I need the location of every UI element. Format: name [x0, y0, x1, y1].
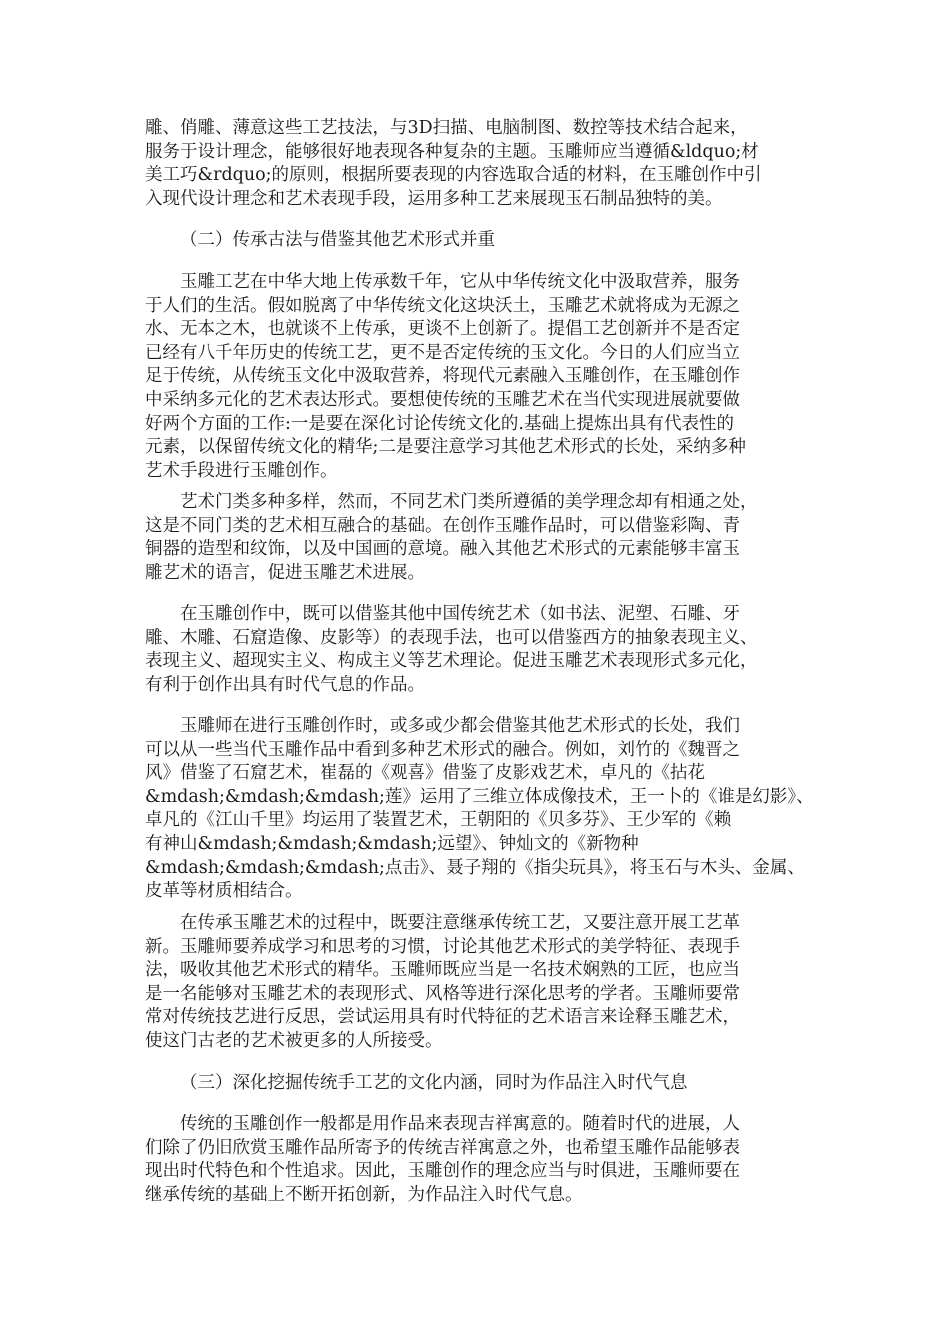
text-line: 中采纳多元化的艺术表达形式。要想使传统的玉雕艺术在当代实现进展就要做: [145, 389, 740, 410]
text-line: 卓凡的《江山千里》均运用了装置艺术，王朝阳的《贝多芬》、王少军的《赖: [145, 810, 732, 831]
paragraph-continuation: [145, 117, 805, 211]
text-line: 雕艺术的语言，促进玉雕艺术进展。: [145, 562, 425, 583]
text-line: 元素，以保留传统文化的精华;二是要注意学习其他艺术形式的长处，采纳多种: [145, 437, 746, 458]
text-line: 现出时代特色和个性追求。因此，玉雕创作的理念应当与时俱进，玉雕师要在: [145, 1161, 740, 1182]
text-line: &mdash;&mdash;&mdash;莲》运用了三维立体成像技术，王一卜的《谁是幻影》、: [145, 786, 814, 807]
paragraph: [145, 912, 805, 1054]
text-line: 好两个方面的工作:一是要在深化讨论传统文化的.基础上提炼出具有代表性的: [145, 413, 734, 434]
text-line: 雕、木雕、石窟造像、皮影等）的表现手法，也可以借鉴西方的抽象表现主义、: [145, 627, 758, 648]
text-line: 艺术手段进行玉雕创作。: [145, 460, 338, 481]
text-line: 艺术门类多种多样，然而，不同艺术门类所遵循的美学理念却有相通之处，: [180, 492, 758, 512]
text-line: 于人们的生活。假如脱离了中华传统文化这块沃土，玉雕艺术就将成为无源之: [145, 295, 740, 316]
text-line: 水、无本之木，也就谈不上传承，更谈不上创新了。提倡工艺创新并不是否定: [145, 319, 740, 340]
text-line: 铜器的造型和纹饰，以及中国画的意境。融入其他艺术形式的元素能够丰富玉: [145, 539, 740, 560]
text-line: 继承传统的基础上不断开拓创新，为作品注入时代气息。: [145, 1184, 583, 1205]
text-line: 美工巧&rdquo;的原则，根据所要表现的内容选取合适的材料，在玉雕创作中引: [145, 165, 762, 186]
paragraph: [145, 491, 805, 585]
section-heading-3: （三）深化挖掘传统手工艺的文化内涵，同时为作品注入时代气息: [180, 1073, 688, 1093]
text-line: &mdash;&mdash;&mdash;点击》、聂子翔的《指尖玩具》，将玉石与木头、金属、: [145, 857, 805, 878]
text-line: 有利于创作出具有时代气息的作品。: [145, 674, 425, 695]
text-line: 在玉雕创作中，既可以借鉴其他中国传统艺术（如书法、泥塑、石雕、牙: [180, 604, 740, 624]
text-line: 常对传统技艺进行反思，尝试运用具有时代特征的艺术语言来诠释玉雕艺术，: [145, 1007, 740, 1028]
text-line: 玉雕师在进行玉雕创作时，或多或少都会借鉴其他艺术形式的长处，我们: [180, 716, 740, 736]
text-line: 们除了仍旧欣赏玉雕作品所寄予的传统吉祥寓意之外，也希望玉雕作品能够表: [145, 1137, 740, 1158]
text-line: 传统的玉雕创作一般都是用作品来表现吉祥寓意的。随着时代的进展，人: [180, 1114, 740, 1134]
text-line: 在传承玉雕艺术的过程中，既要注意继承传统工艺，又要注意开展工艺革: [180, 913, 740, 933]
text-line: 这是不同门类的艺术相互融合的基础。在创作玉雕作品时，可以借鉴彩陶、青: [145, 515, 740, 536]
paragraph: [145, 1113, 805, 1207]
text-line: 可以从一些当代玉雕作品中看到多种艺术形式的融合。例如，刘竹的《魏晋之: [145, 739, 740, 760]
text-line: 雕、俏雕、薄意这些工艺技法，与3D扫描、电脑制图、数控等技术结合起来，: [145, 118, 748, 138]
paragraph: [145, 271, 805, 483]
paragraph: [145, 603, 805, 697]
text-line: 入现代设计理念和艺术表现手段，运用多种工艺来展现玉石制品独特的美。: [145, 188, 723, 209]
text-line: 已经有八千年历史的传统工艺，更不是否定传统的玉文化。今日的人们应当立: [145, 342, 740, 363]
text-line: 使这门古老的艺术被更多的人所接受。: [145, 1030, 443, 1051]
paragraph: [145, 715, 814, 904]
text-line: 足于传统，从传统玉文化中汲取营养，将现代元素融入玉雕创作，在玉雕创作: [145, 366, 740, 387]
text-line: 皮革等材质相结合。: [145, 881, 303, 902]
text-line: 是一名能够对玉雕艺术的表现形式、风格等进行深化思考的学者。玉雕师要常: [145, 983, 740, 1004]
text-line: 有神山&mdash;&mdash;&mdash;远望》、钟灿文的《新物种: [145, 833, 639, 854]
section-heading-2: （二）传承古法与借鉴其他艺术形式并重: [180, 230, 495, 250]
text-line: 风》借鉴了石窟艺术，崔磊的《观喜》借鉴了皮影戏艺术，卓凡的《拈花: [145, 763, 705, 784]
text-line: 法，吸收其他艺术形式的精华。玉雕师既应当是一名技术娴熟的工匠，也应当: [145, 960, 740, 981]
text-line: 玉雕工艺在中华大地上传承数千年，它从中华传统文化中汲取营养，服务: [180, 272, 740, 292]
text-line: 服务于设计理念，能够很好地表现各种复杂的主题。玉雕师应当遵循&ldquo;材: [145, 141, 759, 162]
text-line: 表现主义、超现实主义、构成主义等艺术理论。促进玉雕艺术表现形式多元化，: [145, 651, 758, 672]
text-line: 新。玉雕师要养成学习和思考的习惯，讨论其他艺术形式的美学特征、表现手: [145, 936, 740, 957]
